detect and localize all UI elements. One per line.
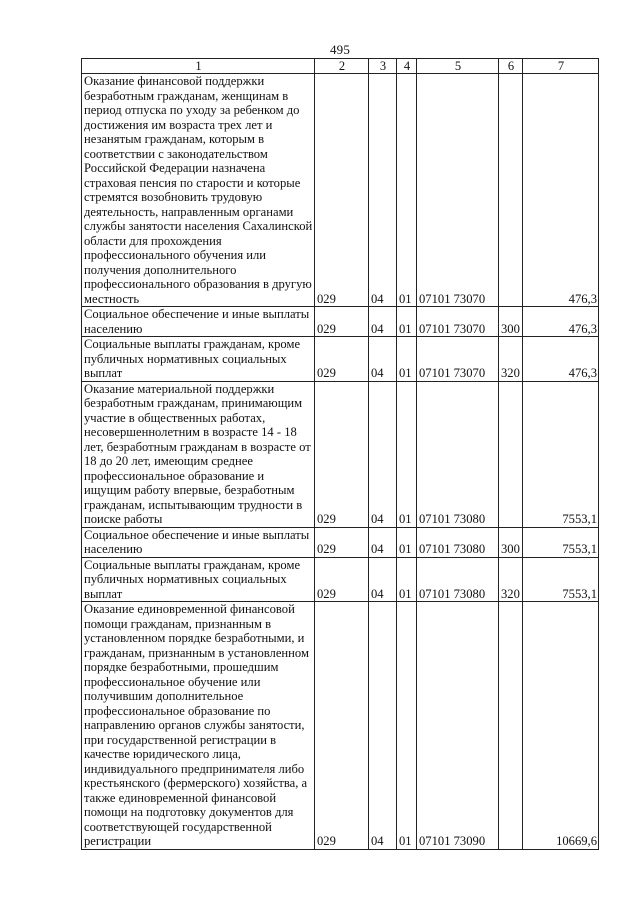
row-expense-type xyxy=(499,602,523,850)
row-section: 04 xyxy=(369,527,397,557)
header-col-7: 7 xyxy=(523,59,599,74)
table-row xyxy=(82,381,599,527)
row-name: Социальные выплаты гражданам, кроме публичных нормативных социальных выплат xyxy=(82,337,315,382)
row-target: 07101 73070 xyxy=(417,307,499,337)
row-amount: 7553,1 xyxy=(523,557,599,602)
table-row xyxy=(82,74,599,307)
page-number: 495 xyxy=(329,42,351,57)
row-ministry: 029 xyxy=(315,557,369,602)
row-amount: 7553,1 xyxy=(523,527,599,557)
header-col-2: 2 xyxy=(315,59,369,74)
header-col-5: 5 xyxy=(417,59,499,74)
row-section: 04 xyxy=(369,337,397,382)
row-name: Оказание финансовой поддержки безработным гражданам, женщинам в период отпуска по уходу за ребенком до достижения им возраста трех лет и незанятым гражданам, которым в соответствии с законодательством Российской Федерации назначена страховая пенсия по старости и которые стремятся возобновить трудовую деятельность, направленным органами службы занятости населения Сахалинской области для прохождения профессионального обучения или получения дополнительного профессионального образования в другую местность xyxy=(82,74,315,307)
row-ministry: 029 xyxy=(315,74,369,307)
row-section: 04 xyxy=(369,381,397,527)
row-expense-type xyxy=(499,381,523,527)
row-section: 04 xyxy=(369,557,397,602)
row-subsection: 01 xyxy=(397,602,417,850)
table-row xyxy=(82,527,599,557)
row-amount: 476,3 xyxy=(523,337,599,382)
row-subsection: 01 xyxy=(397,337,417,382)
row-target: 07101 73080 xyxy=(417,527,499,557)
row-section: 04 xyxy=(369,74,397,307)
row-amount: 476,3 xyxy=(523,307,599,337)
row-ministry: 029 xyxy=(315,337,369,382)
row-target: 07101 73090 xyxy=(417,602,499,850)
row-name: Оказание единовременной финансовой помощи гражданам, признанным в установленном порядке безработными, и гражданам, признанным в установленном порядке безработными, прошедшим профессиональное обучение или получившим дополнительное профессиональное образование по направлению органов службы занятости, при государственной регистрации в качестве юридического лица, индивидуального предпринимателя либо крестьянского (фермерского) хозяйства, а также единовременной финансовой помощи на подготовку документов для соответствующей государственной регистрации xyxy=(82,602,315,850)
header-col-1: 1 xyxy=(82,59,315,74)
row-section: 04 xyxy=(369,307,397,337)
row-expense-type xyxy=(499,74,523,307)
budget-table xyxy=(81,58,599,850)
row-subsection: 01 xyxy=(397,74,417,307)
table-row xyxy=(82,557,599,602)
row-target: 07101 73070 xyxy=(417,337,499,382)
row-ministry: 029 xyxy=(315,527,369,557)
table-row xyxy=(82,337,599,382)
row-ministry: 029 xyxy=(315,381,369,527)
row-amount: 7553,1 xyxy=(523,381,599,527)
header-col-3: 3 xyxy=(369,59,397,74)
row-expense-type: 320 xyxy=(499,337,523,382)
row-name: Социальные выплаты гражданам, кроме публичных нормативных социальных выплат xyxy=(82,557,315,602)
row-section: 04 xyxy=(369,602,397,850)
header-col-6: 6 xyxy=(499,59,523,74)
row-subsection: 01 xyxy=(397,307,417,337)
row-ministry: 029 xyxy=(315,602,369,850)
table-row xyxy=(82,307,599,337)
row-subsection: 01 xyxy=(397,557,417,602)
row-expense-type: 320 xyxy=(499,557,523,602)
row-name: Социальное обеспечение и иные выплаты населению xyxy=(82,527,315,557)
header-row xyxy=(82,59,599,74)
row-amount: 10669,6 xyxy=(523,602,599,850)
row-expense-type: 300 xyxy=(499,527,523,557)
row-subsection: 01 xyxy=(397,527,417,557)
table-row xyxy=(82,602,599,850)
row-target: 07101 73080 xyxy=(417,557,499,602)
row-subsection: 01 xyxy=(397,381,417,527)
row-ministry: 029 xyxy=(315,307,369,337)
row-name: Социальное обеспечение и иные выплаты населению xyxy=(82,307,315,337)
row-target: 07101 73080 xyxy=(417,381,499,527)
row-name: Оказание материальной поддержки безработным гражданам, принимающим участие в общественных работах, несовершеннолетним в возрасте 14 - 18 лет, безработным гражданам в возрасте от 18 до 20 лет, имеющим среднее профессиональное образование и ищущим работу впервые, безработным гражданам, испытывающим трудности в поиске работы xyxy=(82,381,315,527)
row-amount: 476,3 xyxy=(523,74,599,307)
header-col-4: 4 xyxy=(397,59,417,74)
row-expense-type: 300 xyxy=(499,307,523,337)
row-target: 07101 73070 xyxy=(417,74,499,307)
